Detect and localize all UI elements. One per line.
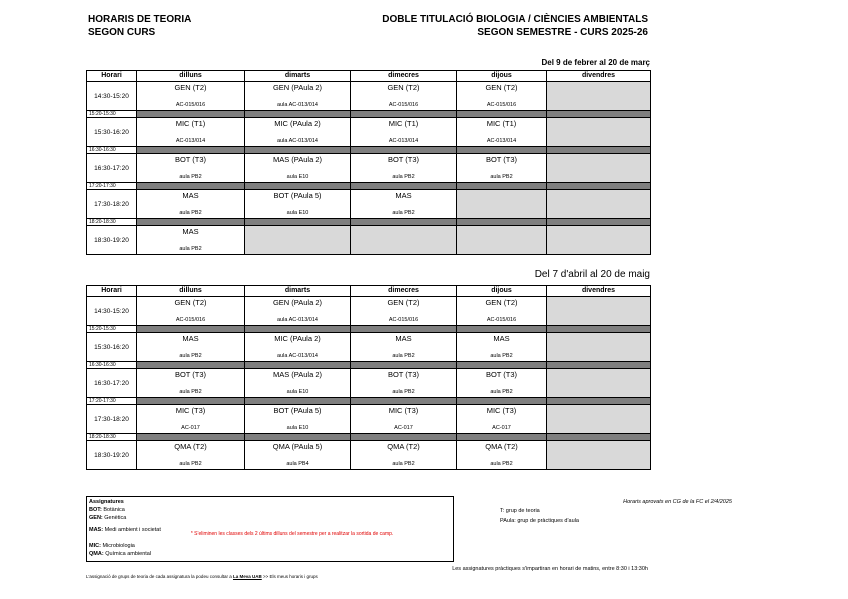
room-label: aula AC-013/014 (277, 138, 318, 144)
break-bar (137, 183, 245, 190)
time-slot-row (87, 441, 651, 470)
room-label: aula E10 (286, 174, 309, 180)
break-bar (547, 183, 651, 190)
break-bar (245, 111, 351, 118)
room-label: AC-015/016 (388, 317, 419, 323)
break-bar (351, 434, 457, 441)
room-label: AC-013/014 (388, 138, 419, 144)
empty-cell (547, 405, 651, 434)
subject-label: BOT (T3) (387, 155, 420, 164)
room-label: AC-015/016 (175, 102, 206, 108)
subject-label: BOT (T3) (387, 370, 420, 379)
subject-label: GEN (PAula 2) (272, 298, 323, 307)
break-time: 17:20-17:30 (87, 183, 137, 190)
break-bar (457, 326, 547, 333)
break-bar (351, 362, 457, 369)
subject-label: GEN (T2) (485, 298, 518, 307)
room-label: aula PB2 (179, 210, 202, 216)
time-slot: 14:30-15:20 (87, 297, 137, 326)
class-cell (245, 297, 351, 326)
legend-item-gen: GEN: Genètica (89, 515, 127, 521)
break-bar (547, 398, 651, 405)
subject-label: MIC (PAula 2) (274, 119, 321, 128)
break-bar (137, 362, 245, 369)
break-bar (457, 183, 547, 190)
field-trip-note: * S'eliminen les classes dels 2 últims dilluns del semestre per a realitzar la sortida de camp. (190, 531, 394, 537)
class-cell (245, 118, 351, 147)
type-t: T: grup de teoria (500, 508, 540, 514)
legend-item-mas: MAS: Medi ambient i societat * S'eliminen les classes dels 2 últims dilluns del semestre per a realitzar la sortida de camp. (89, 527, 394, 537)
room-label: aula PB2 (392, 461, 415, 467)
subject-label: GEN (T2) (485, 83, 518, 92)
class-cell (245, 441, 351, 470)
room-label: aula AC-013/014 (277, 353, 318, 359)
break-time: 18:20-18:30 (87, 434, 137, 441)
subject-label: GEN (PAula 2) (272, 83, 323, 92)
break-bar (245, 434, 351, 441)
room-label: aula PB2 (179, 461, 202, 467)
subject-label: MIC (T3) (175, 406, 206, 415)
subject-label: BOT (PAula 5) (273, 406, 322, 415)
time-slot: 15:30-16:20 (87, 118, 137, 147)
subject-label: MAS (PAula 2) (272, 155, 323, 164)
room-label: AC-013/014 (486, 138, 517, 144)
break-bar (547, 219, 651, 226)
break-bar (547, 111, 651, 118)
subject-label: MIC (T1) (175, 119, 206, 128)
break-time: 16:30-16:30 (87, 362, 137, 369)
class-cell (245, 154, 351, 183)
room-label: aula PB2 (179, 353, 202, 359)
header-left (88, 13, 191, 39)
column-header: dimarts (245, 286, 351, 297)
empty-cell (547, 154, 651, 183)
class-cell (137, 333, 245, 362)
room-label: AC-017 (492, 425, 511, 431)
room-label: aula PB2 (490, 461, 513, 467)
break-row (87, 362, 651, 369)
room-label: aula PB2 (179, 174, 202, 180)
time-slot-row (87, 369, 651, 398)
break-time: 18:20-18:30 (87, 219, 137, 226)
class-cell (457, 297, 547, 326)
class-cell (137, 369, 245, 398)
period2-label: Del 7 d'abril al 20 de maig (534, 269, 650, 280)
subject-label: QMA (T2) (387, 442, 420, 451)
subject-label: BOT (PAula 5) (273, 191, 322, 200)
room-label: AC-015/016 (388, 102, 419, 108)
class-cell (351, 297, 457, 326)
column-header: dijous (457, 286, 547, 297)
subject-label: MIC (PAula 2) (274, 334, 321, 343)
column-header: dimarts (245, 71, 351, 82)
class-cell (245, 369, 351, 398)
legend-item-bot: BOT: Botànica (89, 507, 125, 513)
class-cell (351, 82, 457, 111)
room-label: aula PB4 (286, 461, 309, 467)
column-header: Horari (87, 71, 137, 82)
break-row (87, 434, 651, 441)
empty-cell (547, 190, 651, 219)
subject-label: BOT (T3) (174, 155, 207, 164)
room-label: aula AC-013/014 (277, 317, 318, 323)
break-bar (351, 398, 457, 405)
break-bar (137, 147, 245, 154)
room-label: aula PB2 (179, 389, 202, 395)
header-title: HORARIS DE TEORIA (88, 14, 192, 25)
class-cell (351, 154, 457, 183)
class-cell (245, 82, 351, 111)
break-bar (245, 147, 351, 154)
break-bar (547, 147, 651, 154)
break-bar (547, 326, 651, 333)
subject-label: BOT (T3) (174, 370, 207, 379)
class-cell (137, 226, 245, 255)
empty-cell (547, 297, 651, 326)
break-bar (245, 398, 351, 405)
subject-label: MIC (T3) (486, 406, 517, 415)
subject-label: GEN (T2) (174, 298, 207, 307)
room-label: aula PB2 (490, 353, 513, 359)
subject-label: BOT (T3) (485, 370, 518, 379)
subject-label: MAS (182, 334, 199, 343)
class-cell (457, 405, 547, 434)
column-header: divendres (547, 71, 651, 82)
column-header: divendres (547, 286, 651, 297)
room-label: AC-015/016 (486, 317, 517, 323)
column-header: Horari (87, 286, 137, 297)
break-row (87, 147, 651, 154)
legend-item-mic: MIC: Microbiologia (89, 543, 135, 549)
time-slot: 18:30-19:20 (87, 441, 137, 470)
legend-box (86, 496, 454, 562)
empty-cell (547, 441, 651, 470)
class-cell (457, 333, 547, 362)
time-slot-row (87, 154, 651, 183)
time-slot: 16:30-17:20 (87, 369, 137, 398)
break-bar (457, 147, 547, 154)
room-label: aula PB2 (392, 174, 415, 180)
break-row (87, 183, 651, 190)
subject-label: MAS (395, 334, 412, 343)
subject-label: MAS (493, 334, 510, 343)
room-label: aula PB2 (179, 246, 202, 252)
empty-cell (547, 118, 651, 147)
room-label: aula PB2 (392, 353, 415, 359)
column-header: dimecres (351, 286, 457, 297)
break-bar (547, 362, 651, 369)
class-cell (457, 369, 547, 398)
break-bar (137, 111, 245, 118)
class-cell (351, 190, 457, 219)
header-semester: SEGON SEMESTRE - CURS 2025-26 (477, 27, 648, 38)
class-cell (137, 405, 245, 434)
break-bar (457, 434, 547, 441)
break-bar (457, 111, 547, 118)
room-label: aula PB2 (392, 389, 415, 395)
class-cell (137, 190, 245, 219)
break-row (87, 111, 651, 118)
break-bar (351, 326, 457, 333)
time-slot: 16:30-17:20 (87, 154, 137, 183)
break-time: 15:20-15:30 (87, 111, 137, 118)
break-row (87, 326, 651, 333)
empty-cell (547, 333, 651, 362)
footer-note: L'assignació de grups de teoria de cada assignatura la podeu consultar a La Meva UAB >> Els meus horaris i grups (86, 574, 318, 579)
class-cell (457, 441, 547, 470)
class-cell (351, 369, 457, 398)
class-cell (351, 441, 457, 470)
class-cell (457, 118, 547, 147)
room-label: aula PB2 (490, 389, 513, 395)
break-bar (137, 398, 245, 405)
time-slot-row (87, 333, 651, 362)
time-slot-row (87, 190, 651, 219)
break-time: 17:20-17:30 (87, 398, 137, 405)
room-label: AC-013/014 (175, 138, 206, 144)
header-degree: DOBLE TITULACIÓ BIOLOGIA / CIÈNCIES AMBIENTALS (382, 14, 648, 25)
break-row (87, 219, 651, 226)
subject-label: GEN (T2) (387, 298, 420, 307)
class-cell (137, 82, 245, 111)
break-bar (351, 219, 457, 226)
room-label: aula PB2 (490, 174, 513, 180)
room-label: aula E10 (286, 425, 309, 431)
class-cell (351, 118, 457, 147)
break-row (87, 398, 651, 405)
break-bar (351, 147, 457, 154)
la-meva-uab-link[interactable]: La Meva UAB (232, 574, 262, 579)
room-label: aula PB2 (392, 210, 415, 216)
header-course: SEGON CURS (88, 27, 156, 38)
break-bar (547, 434, 651, 441)
time-slot-row (87, 405, 651, 434)
subject-label: MAS (395, 191, 412, 200)
break-bar (457, 398, 547, 405)
room-label: aula AC-013/014 (277, 102, 318, 108)
break-bar (351, 111, 457, 118)
room-label: AC-015/016 (175, 317, 206, 323)
column-header: dilluns (137, 286, 245, 297)
column-header: dimecres (351, 71, 457, 82)
break-bar (245, 219, 351, 226)
room-label: aula E10 (286, 389, 309, 395)
break-bar (245, 183, 351, 190)
time-slot-row (87, 82, 651, 111)
subject-label: GEN (T2) (174, 83, 207, 92)
time-slot: 15:30-16:20 (87, 333, 137, 362)
break-bar (245, 326, 351, 333)
time-slot-row (87, 297, 651, 326)
practices-note: Les assignatures pràctiques s'impartiran en horari de matins, entre 8:30 i 13:30h (452, 566, 648, 572)
subject-label: QMA (PAula 5) (272, 442, 323, 451)
empty-cell (457, 226, 547, 255)
break-bar (457, 362, 547, 369)
subject-label: QMA (T2) (174, 442, 207, 451)
room-label: AC-015/016 (486, 102, 517, 108)
class-cell (245, 333, 351, 362)
period1-label: Del 9 de febrer al 20 de març (541, 58, 650, 67)
class-cell (457, 154, 547, 183)
break-bar (137, 219, 245, 226)
empty-cell (547, 82, 651, 111)
time-slot: 17:30-18:20 (87, 190, 137, 219)
time-slot-row (87, 226, 651, 255)
class-cell (137, 441, 245, 470)
break-time: 16:30-16:30 (87, 147, 137, 154)
column-header: dilluns (137, 71, 245, 82)
empty-cell (351, 226, 457, 255)
class-cell (351, 405, 457, 434)
timetable-period2 (86, 285, 651, 470)
break-bar (245, 362, 351, 369)
class-cell (245, 190, 351, 219)
time-slot: 17:30-18:20 (87, 405, 137, 434)
subject-label: MAS (182, 227, 199, 236)
break-bar (137, 326, 245, 333)
type-paula: PAula: grup de pràctiques d'aula (500, 518, 579, 524)
room-label: AC-017 (394, 425, 413, 431)
empty-cell (457, 190, 547, 219)
legend-item-qma: QMA: Química ambiental (89, 551, 152, 557)
empty-cell (245, 226, 351, 255)
subject-label: GEN (T2) (387, 83, 420, 92)
class-cell (137, 118, 245, 147)
time-slot: 18:30-19:20 (87, 226, 137, 255)
subject-label: MIC (T1) (388, 119, 419, 128)
subject-label: MIC (T3) (388, 406, 419, 415)
class-cell (137, 154, 245, 183)
subject-label: BOT (T3) (485, 155, 518, 164)
break-time: 15:20-15:30 (87, 326, 137, 333)
time-slot-row (87, 118, 651, 147)
class-cell (137, 297, 245, 326)
subject-label: MAS (182, 191, 199, 200)
column-header: dijous (457, 71, 547, 82)
legend-title: Assignatures (89, 499, 124, 505)
class-cell (457, 82, 547, 111)
subject-label: MAS (PAula 2) (272, 370, 323, 379)
break-bar (351, 183, 457, 190)
time-slot: 14:30-15:20 (87, 82, 137, 111)
subject-label: MIC (T1) (486, 119, 517, 128)
empty-cell (547, 369, 651, 398)
subject-label: QMA (T2) (485, 442, 518, 451)
class-cell (351, 333, 457, 362)
approval-note: Horaris aprovats en CG de la FC el 2/4/2025 (623, 499, 732, 505)
break-bar (457, 219, 547, 226)
break-bar (137, 434, 245, 441)
timetable-period1 (86, 70, 651, 255)
class-cell (245, 405, 351, 434)
room-label: aula E10 (286, 210, 309, 216)
empty-cell (547, 226, 651, 255)
header-right (382, 13, 648, 39)
room-label: AC-017 (181, 425, 200, 431)
